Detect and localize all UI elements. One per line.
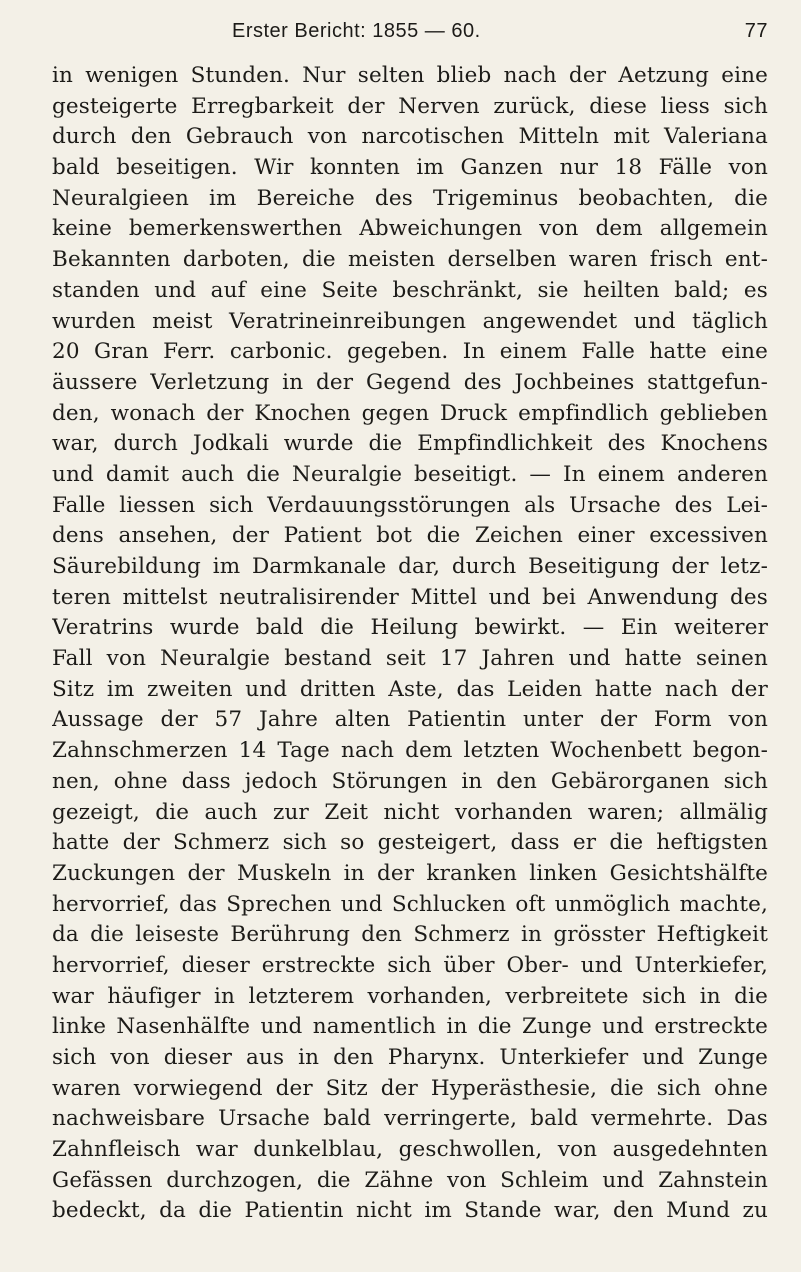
text-line: durch den Gebrauch von narcotischen Mitteln mit Valeriana [52,124,768,150]
running-title: Erster Bericht: 1855 — 60. [232,20,481,42]
page-number: 77 [744,20,768,42]
text-line: Aussage der 57 Jahre alten Patientin unter der Form von [52,707,768,733]
text-line: linke Nasenhälfte und namentlich in die Zunge und erstreckte [52,1014,768,1040]
text-line: nachweisbare Ursache bald verringerte, bald vermehrte. Das [52,1106,768,1132]
text-line: Sitz im zweiten und dritten Aste, das Leiden hatte nach der [52,676,768,702]
text-line: Säurebildung im Darmkanale dar, durch Beseitigung der letz- [52,554,768,579]
running-head [52,20,768,50]
text-line: Falle liessen sich Verdauungsstörungen als Ursache des Lei- [52,492,768,518]
text-line: war häufiger in letzterem vorhanden, verbreitete sich in die [52,983,768,1009]
text-line: standen und auf eine Seite beschränkt, sie heilten bald; es [52,277,768,303]
text-line: den, wonach der Knochen gegen Druck empfindlich geblieben [52,400,768,426]
text-line: hatte der Schmerz sich so gesteigert, dass er die heftigsten [52,830,768,856]
text-line: waren vorwiegend der Sitz der Hyperästhesie, die sich ohne [52,1075,768,1101]
text-line: Gefässen durchzogen, die Zähne von Schleim und Zahnstein [52,1167,768,1193]
text-line: Zahnfleisch war dunkelblau, geschwollen, von ausgedehnten [52,1137,768,1163]
text-line: keine bemerkenswerthen Abweichungen von dem allgemein [52,216,768,242]
text-line: wurden meist Veratrineinreibungen angewendet und täglich [52,308,768,334]
text-line: dens ansehen, der Patient bot die Zeichen einer excessiven [52,523,768,549]
text-line: bedeckt, da die Patientin nicht im Stande war, den Mund zu [52,1198,768,1224]
text-line: in wenigen Stunden. Nur selten blieb nach der Aetzung eine [52,63,768,88]
text-line: hervorrief, dieser erstreckte sich über Ober- und Unterkiefer, [52,952,768,978]
text-line: gesteigerte Erregbarkeit der Nerven zurück, diese liess sich [52,93,768,119]
text-line: gezeigt, die auch zur Zeit nicht vorhanden waren; allmälig [52,799,768,825]
text-line: bald beseitigen. Wir konnten im Ganzen nur 18 Fälle von [52,155,768,181]
text-line: Fall von Neuralgie bestand seit 17 Jahren und hatte seinen [52,646,768,672]
text-line: teren mittelst neutralisirender Mittel und bei Anwendung des [52,584,768,610]
text-line: Bekannten darboten, die meisten derselben waren frisch ent- [52,247,768,273]
text-line: Neuralgieen im Bereiche des Trigeminus beobachten, die [52,185,768,211]
text-line: und damit auch die Neuralgie beseitigt. — In einem anderen [52,461,768,487]
text-line: war, durch Jodkali wurde die Empfindlichkeit des Knochens [52,431,768,457]
text-line: hervorrief, das Sprechen und Schlucken oft unmöglich machte, [52,891,768,917]
text-line: sich von dieser aus in den Pharynx. Unterkiefer und Zunge [52,1045,768,1070]
text-line: Veratrins wurde bald die Heilung bewirkt. — Ein weiterer [52,615,768,641]
text-line: Zuckungen der Muskeln in der kranken linken Gesichtshälfte [52,860,768,886]
text-line: äussere Verletzung in der Gegend des Jochbeines stattgefun- [52,369,768,395]
body-text [52,61,768,1227]
text-line: nen, ohne dass jedoch Störungen in den Gebärorganen sich [52,768,768,794]
text-line: Zahnschmerzen 14 Tage nach dem letzten Wochenbett begon- [52,738,768,764]
text-line: da die leiseste Berührung den Schmerz in grösster Heftigkeit [52,922,768,948]
text-line: 20 Gran Ferr. carbonic. gegeben. In einem Falle hatte eine [52,339,768,365]
